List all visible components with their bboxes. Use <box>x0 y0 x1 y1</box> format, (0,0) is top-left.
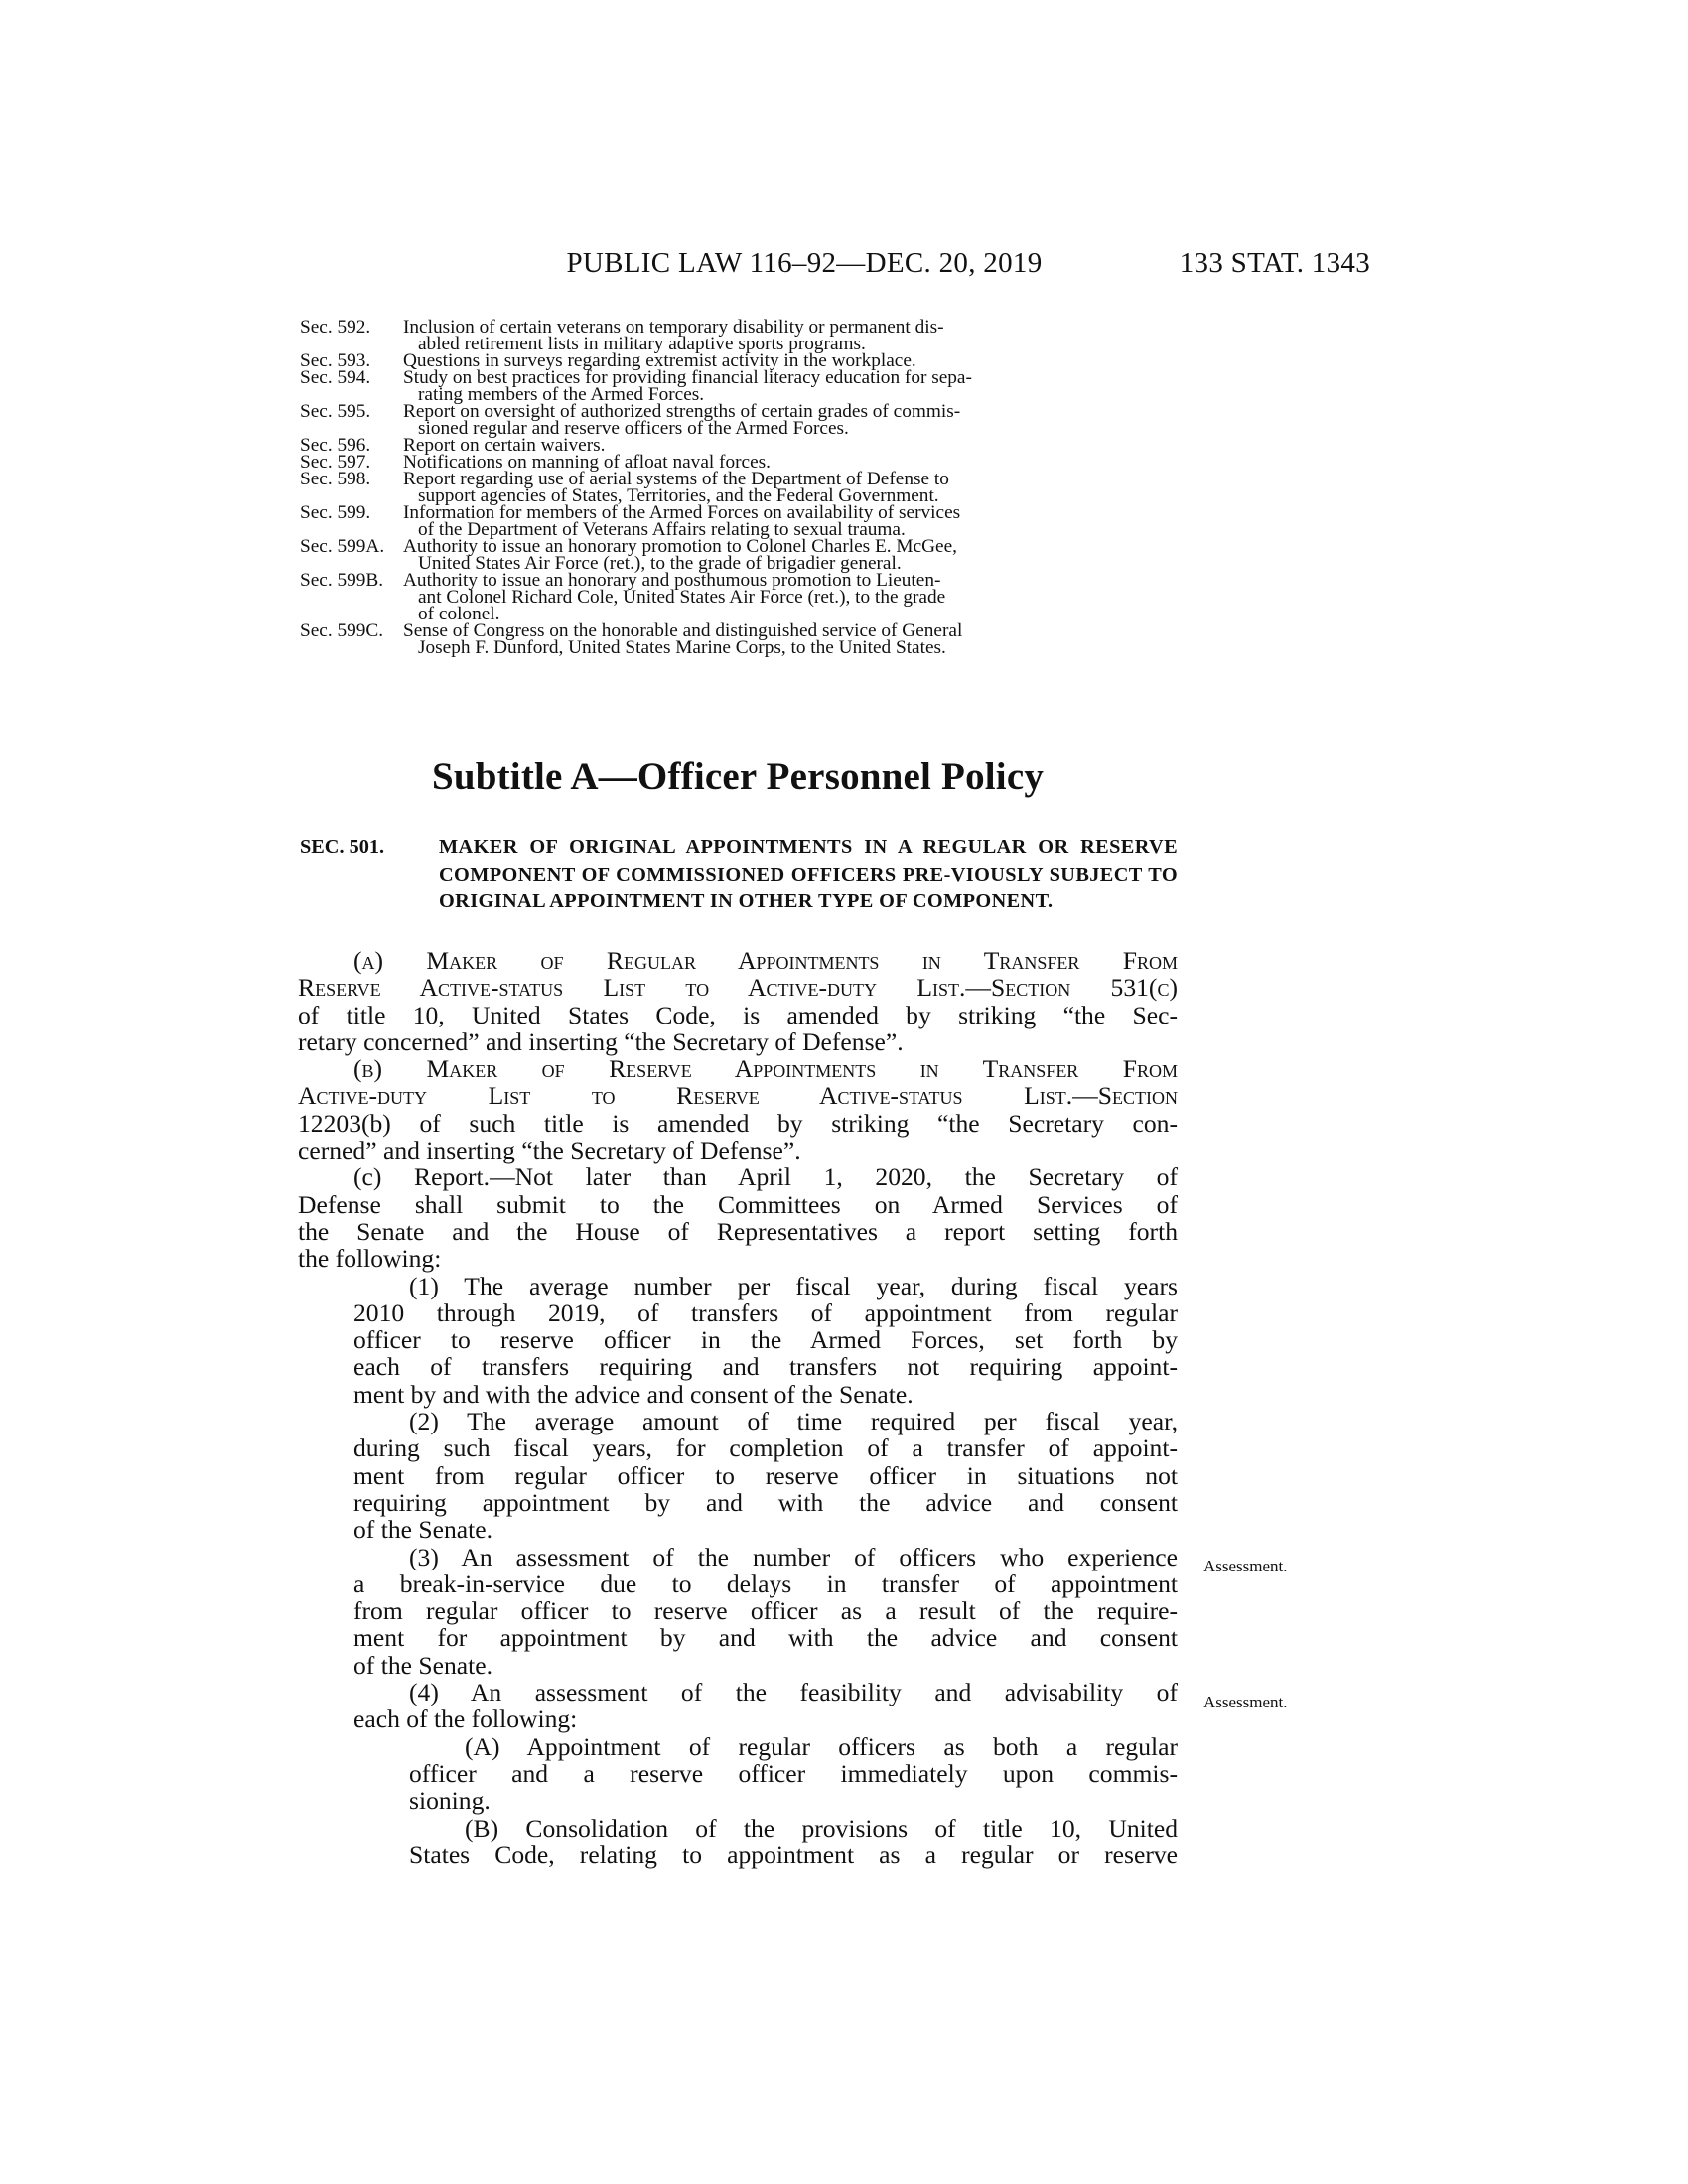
toc-line: Authority to issue an honorary promotion to Colonel Charles E. McGee, <box>403 536 957 557</box>
text-line: (b) Maker of Reserve Appointments in Transfer From <box>353 1054 1178 1084</box>
toc-line: Report regarding use of aerial systems of the Department of Defense to <box>403 469 949 489</box>
toc-entry <box>300 622 1176 656</box>
toc-line: support agencies of States, Territories, and the Federal Government. <box>418 485 939 506</box>
subsection-a-caption: Reserve Active-status List to Active-duty List.—Section 531(c) <box>298 973 1178 1003</box>
statute-page-number: 133 STAT. 1343 <box>1179 247 1370 279</box>
text-line: ment for appointment by and with the advice and consent <box>353 1623 1178 1653</box>
toc-section-number: Sec. 598. <box>300 469 371 489</box>
text-line: during such fiscal years, for completion of a transfer of appoint- <box>353 1433 1178 1463</box>
text-line: Defense shall submit to the Committees on Armed Services of <box>298 1189 1178 1219</box>
toc-section-number: Sec. 599B. <box>300 570 384 591</box>
margin-note-assessment: Assessment. <box>1203 1557 1288 1575</box>
public-law-title: PUBLIC LAW 116–92—DEC. 20, 2019 <box>566 247 1043 279</box>
text-line: sioning. <box>409 1786 491 1816</box>
toc-line: United States Air Force (ret.), to the grade of brigadier general. <box>418 553 902 574</box>
text-line: of title 10, United States Code, is amended by striking “the Sec- <box>298 1000 1178 1029</box>
toc-line: sioned regular and reserve officers of the Armed Forces. <box>418 418 849 439</box>
toc-line: Questions in surveys regarding extremist activity in the workplace. <box>403 350 916 371</box>
toc-section-number: Sec. 595. <box>300 401 371 422</box>
text-line: the following: <box>298 1244 442 1274</box>
toc-line: Sense of Congress on the honorable and distinguished service of General <box>403 620 963 641</box>
toc-line: Authority to issue an honorary and posthumous promotion to Lieuten- <box>403 570 941 591</box>
text-line: 2010 through 2019, of transfers of appointment from regular <box>353 1297 1178 1327</box>
text-line: retary concerned” and inserting “the Secretary of Defense”. <box>298 1026 904 1056</box>
subparagraph-a <box>298 1733 1178 1815</box>
toc-line: of colonel. <box>418 604 500 624</box>
subsection-b <box>298 1055 1178 1163</box>
toc-entry <box>300 471 1176 504</box>
toc-line: Joseph F. Dunford, United States Marine Corps, to the United States. <box>418 637 946 658</box>
text-line: cerned” and inserting “the Secretary of Defense”. <box>298 1136 801 1165</box>
toc-section-number: Sec. 599C. <box>300 620 384 641</box>
text-line: (3) An assessment of the number of officers who experience <box>409 1542 1178 1571</box>
section-heading <box>300 834 1178 916</box>
margin-note-assessment: Assessment. <box>1203 1693 1288 1711</box>
section-number: SEC. 501. <box>300 836 385 858</box>
subtitle-heading: Subtitle A—Officer Personnel Policy <box>431 755 1045 798</box>
text-line: (a) Maker of Regular Appointments in Transfer From <box>353 946 1178 975</box>
text-line: from regular officer to reserve officer as a result of the require- <box>353 1596 1178 1626</box>
toc-entry <box>300 572 1176 622</box>
text-line: officer and a reserve officer immediately upon commis- <box>409 1758 1178 1788</box>
text-line: of the Senate. <box>353 1650 493 1680</box>
text-line: each of transfers requiring and transfers not requiring appoint- <box>353 1352 1178 1382</box>
text-line: (B) Consolidation of the provisions of title 10, United <box>465 1813 1178 1843</box>
toc-line: Report on oversight of authorized strengths of certain grades of commis- <box>403 401 961 422</box>
toc-section-number: Sec. 593. <box>300 350 371 371</box>
subsection-a <box>298 947 1178 1055</box>
text-line: each of the following: <box>353 1705 578 1734</box>
text-line: (A) Appointment of regular officers as both a regular <box>465 1731 1178 1761</box>
toc-line: Study on best practices for providing financial literacy education for sepa- <box>403 367 972 388</box>
text-line: officer to reserve officer in the Armed Forces, set forth by <box>353 1325 1178 1355</box>
subsection-c <box>298 1163 1178 1272</box>
toc-entry <box>300 403 1176 437</box>
table-of-contents <box>300 319 1176 656</box>
text-line: (c) Report.—Not later than April 1, 2020, the Secretary of <box>353 1162 1178 1192</box>
toc-line: Inclusion of certain veterans on temporary disability or permanent dis- <box>403 317 944 338</box>
text-line: States Code, relating to appointment as a regular or reserve <box>409 1840 1178 1869</box>
paragraph-4 <box>298 1679 1178 1733</box>
text-line: 12203(b) of such title is amended by striking “the Secretary con- <box>298 1108 1178 1138</box>
toc-line: of the Department of Veterans Affairs relating to sexual trauma. <box>418 519 906 540</box>
toc-line: Notifications on manning of afloat naval forces. <box>403 452 771 473</box>
toc-line: rating members of the Armed Forces. <box>418 384 705 405</box>
toc-section-number: Sec. 599. <box>300 502 371 523</box>
text-line: ment from regular officer to reserve officer in situations not <box>353 1460 1178 1490</box>
toc-section-number: Sec. 596. <box>300 435 371 456</box>
paragraph-3 <box>298 1544 1178 1679</box>
page-header <box>298 247 1370 287</box>
toc-entry <box>300 319 1176 352</box>
toc-section-number: Sec. 599A. <box>300 536 385 557</box>
toc-line: ant Colonel Richard Cole, United States Air Force (ret.), to the grade <box>418 587 946 608</box>
text-line: a break-in-service due to delays in transfer of appointment <box>353 1569 1178 1598</box>
toc-section-number: Sec. 597. <box>300 452 371 473</box>
section-body <box>298 947 1178 1868</box>
text-line: of the Senate. <box>353 1515 493 1545</box>
paragraph-2 <box>298 1408 1178 1543</box>
text-line: (1) The average number per fiscal year, during fiscal years <box>409 1271 1178 1300</box>
toc-line: abled retirement lists in military adaptive sports programs. <box>418 334 866 354</box>
text-line: ment by and with the advice and consent of the Senate. <box>353 1379 914 1409</box>
text-line: (4) An assessment of the feasibility and advisability of <box>409 1678 1178 1707</box>
text-line: (2) The average amount of time required per fiscal year, <box>409 1407 1178 1436</box>
toc-section-number: Sec. 592. <box>300 317 371 338</box>
text-line: Active-duty List to Reserve Active-status List.—Section <box>298 1081 1178 1111</box>
toc-line: Report on certain waivers. <box>403 435 606 456</box>
toc-entry <box>300 504 1176 538</box>
text-line <box>298 974 1178 1001</box>
text-line: the Senate and the House of Representatives a report setting forth <box>298 1216 1178 1246</box>
toc-entry <box>300 369 1176 403</box>
paragraph-1 <box>298 1273 1178 1408</box>
toc-entry <box>300 538 1176 572</box>
toc-line: Information for members of the Armed Forces on availability of services <box>403 502 961 523</box>
section-title: MAKER OF ORIGINAL APPOINTMENTS IN A REGULAR OR RESERVE COMPONENT OF COMMISSIONED OFFICERS PRE-VIOUSLY SUBJECT TO ORIGINAL APPOINTMENT IN OTHER TYPE OF COMPONENT. <box>439 836 1178 912</box>
toc-section-number: Sec. 594. <box>300 367 371 388</box>
text-line: requiring appointment by and with the advice and consent <box>353 1487 1178 1517</box>
subparagraph-b <box>298 1815 1178 1869</box>
